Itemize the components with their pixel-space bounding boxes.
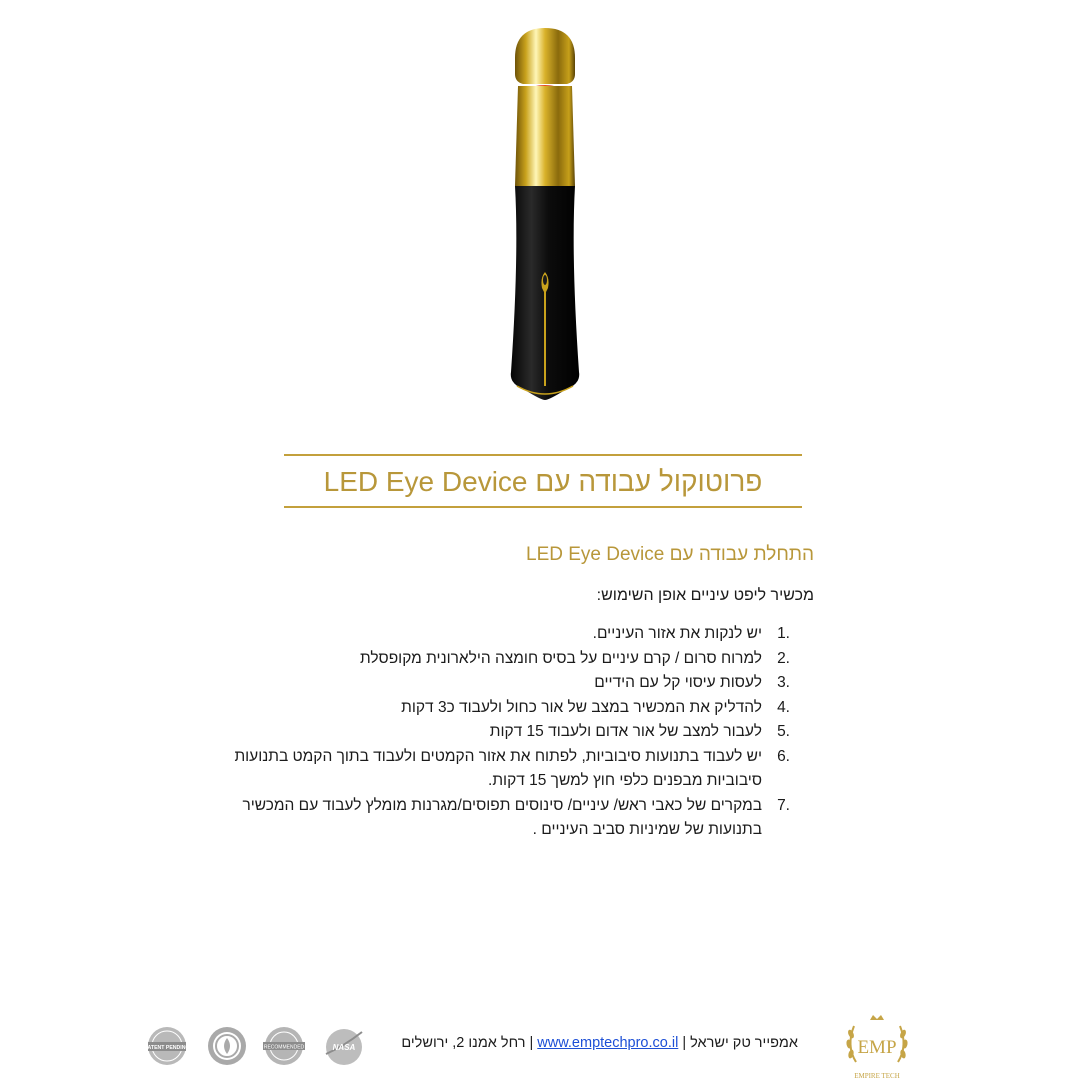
step-item <box>230 720 790 745</box>
website-link[interactable]: www.emptechpro.co.il <box>537 1035 679 1051</box>
step-number: 1. <box>777 625 790 642</box>
title-bottom-rule <box>284 506 802 508</box>
title-top-rule <box>284 454 802 456</box>
recommended-badge-text: RECOMMENDED <box>263 1044 305 1051</box>
step-text: למרוח סרום / קרם עיניים על בסיס חומצה הילארונית מקופסלת <box>359 649 762 667</box>
logo-text: EMPIRE TECH <box>854 1072 900 1080</box>
step-item <box>230 794 790 843</box>
page-title: פרוטוקול עבודה עם LED Eye Device <box>323 466 763 497</box>
step-item <box>230 745 790 794</box>
step-number: 7. <box>777 796 790 814</box>
step-number: 3. <box>777 674 790 691</box>
title-block <box>284 454 802 510</box>
empire-tech-logo <box>842 1012 912 1080</box>
step-text: יש לעבוד בתנועות סיבוביות, לפתוח את אזור הקמטים ולעבוד בתוך הקמט בתנועות סיבוביות מבפנים כלפי חוץ למשך 15 דקות. <box>234 747 762 789</box>
usage-label: מכשיר ליפט עיניים אופן השימוש: <box>596 587 814 604</box>
footer-contact <box>401 1035 798 1051</box>
led-eye-device-image <box>505 26 585 402</box>
nasa-badge-text: NASA <box>332 1043 356 1052</box>
step-text: במקרים של כאבי ראש/ עיניים/ סינוסים תפוסים/מגרנות מומלץ לעבוד עם המכשיר בתנועות של שמיניות סביב העיניים . <box>242 796 762 838</box>
footer-address: | רחל אמנו 2, ירושלים <box>401 1035 534 1051</box>
step-item <box>230 696 790 721</box>
step-text: לעסות עיסוי קל עם הידיים <box>594 674 762 691</box>
step-number: 4. <box>777 698 790 716</box>
patent-badge-text: PATENT PENDING <box>144 1045 190 1051</box>
footer-company: אמפייר טק ישראל | <box>682 1035 798 1051</box>
patent-pending-badge-icon <box>144 1026 190 1066</box>
steps-list <box>230 622 790 843</box>
nasa-badge-icon <box>324 1026 364 1066</box>
quality-seal-badge-icon <box>207 1026 247 1066</box>
step-number: 6. <box>777 747 790 765</box>
step-text: יש לנקות את אזור העיניים. <box>592 625 762 642</box>
step-number: 2. <box>777 649 790 667</box>
step-item <box>230 647 790 672</box>
step-text: לעבור למצב של אור אדום ולעבוד 15 דקות <box>489 723 762 740</box>
step-item <box>230 671 790 696</box>
step-number: 5. <box>777 723 790 740</box>
section-heading: התחלת עבודה עם LED Eye Device <box>526 544 814 565</box>
step-text: להדליק את המכשיר במצב של אור כחול ולעבוד כ3 דקות <box>401 698 762 716</box>
step-item <box>230 622 790 647</box>
recommended-badge-icon <box>262 1026 306 1066</box>
logo-letters: EMP <box>857 1037 897 1058</box>
